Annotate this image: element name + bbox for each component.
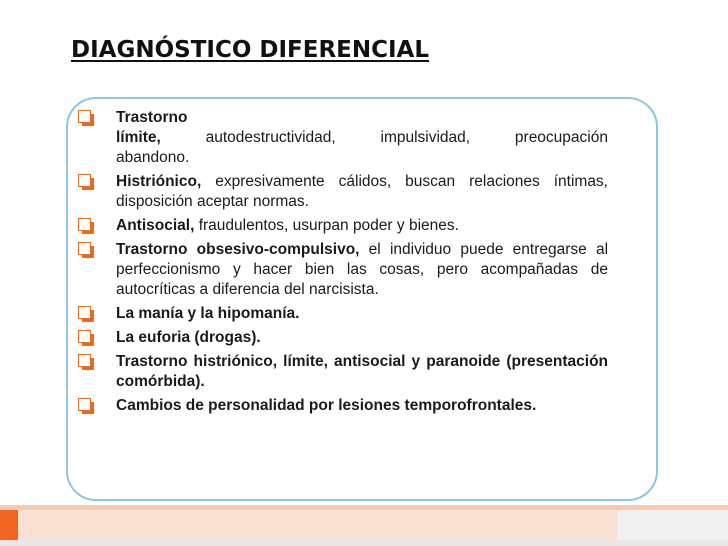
item-text: el individuo puede entregarse al perfeccionismo y hacer bien las cosas, pero acompañadas de autocríticas a diferencia del narcisista. [116,241,609,298]
list-item [78,352,608,392]
list-item [78,304,608,324]
item-text-bold: Trastorno histriónico, límite, antisocial y paranoide (presentación comórbida). [116,353,608,390]
slide-title: DIAGNÓSTICO DIFERENCIAL [71,37,430,63]
item-text: expresivamente cálidos, buscan relaciones íntimas, disposición aceptar normas. [116,173,608,210]
item-text-bold: Antisocial, [116,217,195,234]
square-checkbox-bullet-icon [78,242,91,255]
item-text-bold: La euforia (drogas). [116,329,261,346]
item-text-bold: La manía y la hipomanía. [116,305,300,322]
list-item [78,396,608,416]
item-word: impulsividad, [380,129,471,146]
list-item [78,172,608,212]
item-text: fraudulentos, usurpan poder y bienes. [194,217,459,234]
square-checkbox-bullet-icon [78,110,91,123]
footer-bar-bottom [0,540,728,546]
square-checkbox-bullet-icon [78,306,91,319]
list-item [78,240,608,300]
square-checkbox-bullet-icon [78,330,91,343]
square-checkbox-bullet-icon [78,354,91,367]
list-item [78,108,608,168]
item-text-bold: Trastorno obsesivo-compulsivo, [116,241,360,258]
bullet-list [78,108,608,420]
item-text-bold: Histriónico, [116,173,202,190]
square-checkbox-bullet-icon [78,218,91,231]
item-text-bold: Trastorno [116,109,188,126]
list-item [78,328,608,348]
item-word: autodestructividad, [205,129,336,146]
item-text-bold: límite, [116,129,161,146]
item-text-bold: Cambios de personalidad por lesiones temporofrontales. [116,397,537,414]
square-checkbox-bullet-icon [78,398,91,411]
square-checkbox-bullet-icon [78,174,91,187]
item-word: preocupación [514,129,608,146]
item-line [116,128,608,148]
list-item [78,216,608,236]
item-text: abandono. [116,149,190,166]
